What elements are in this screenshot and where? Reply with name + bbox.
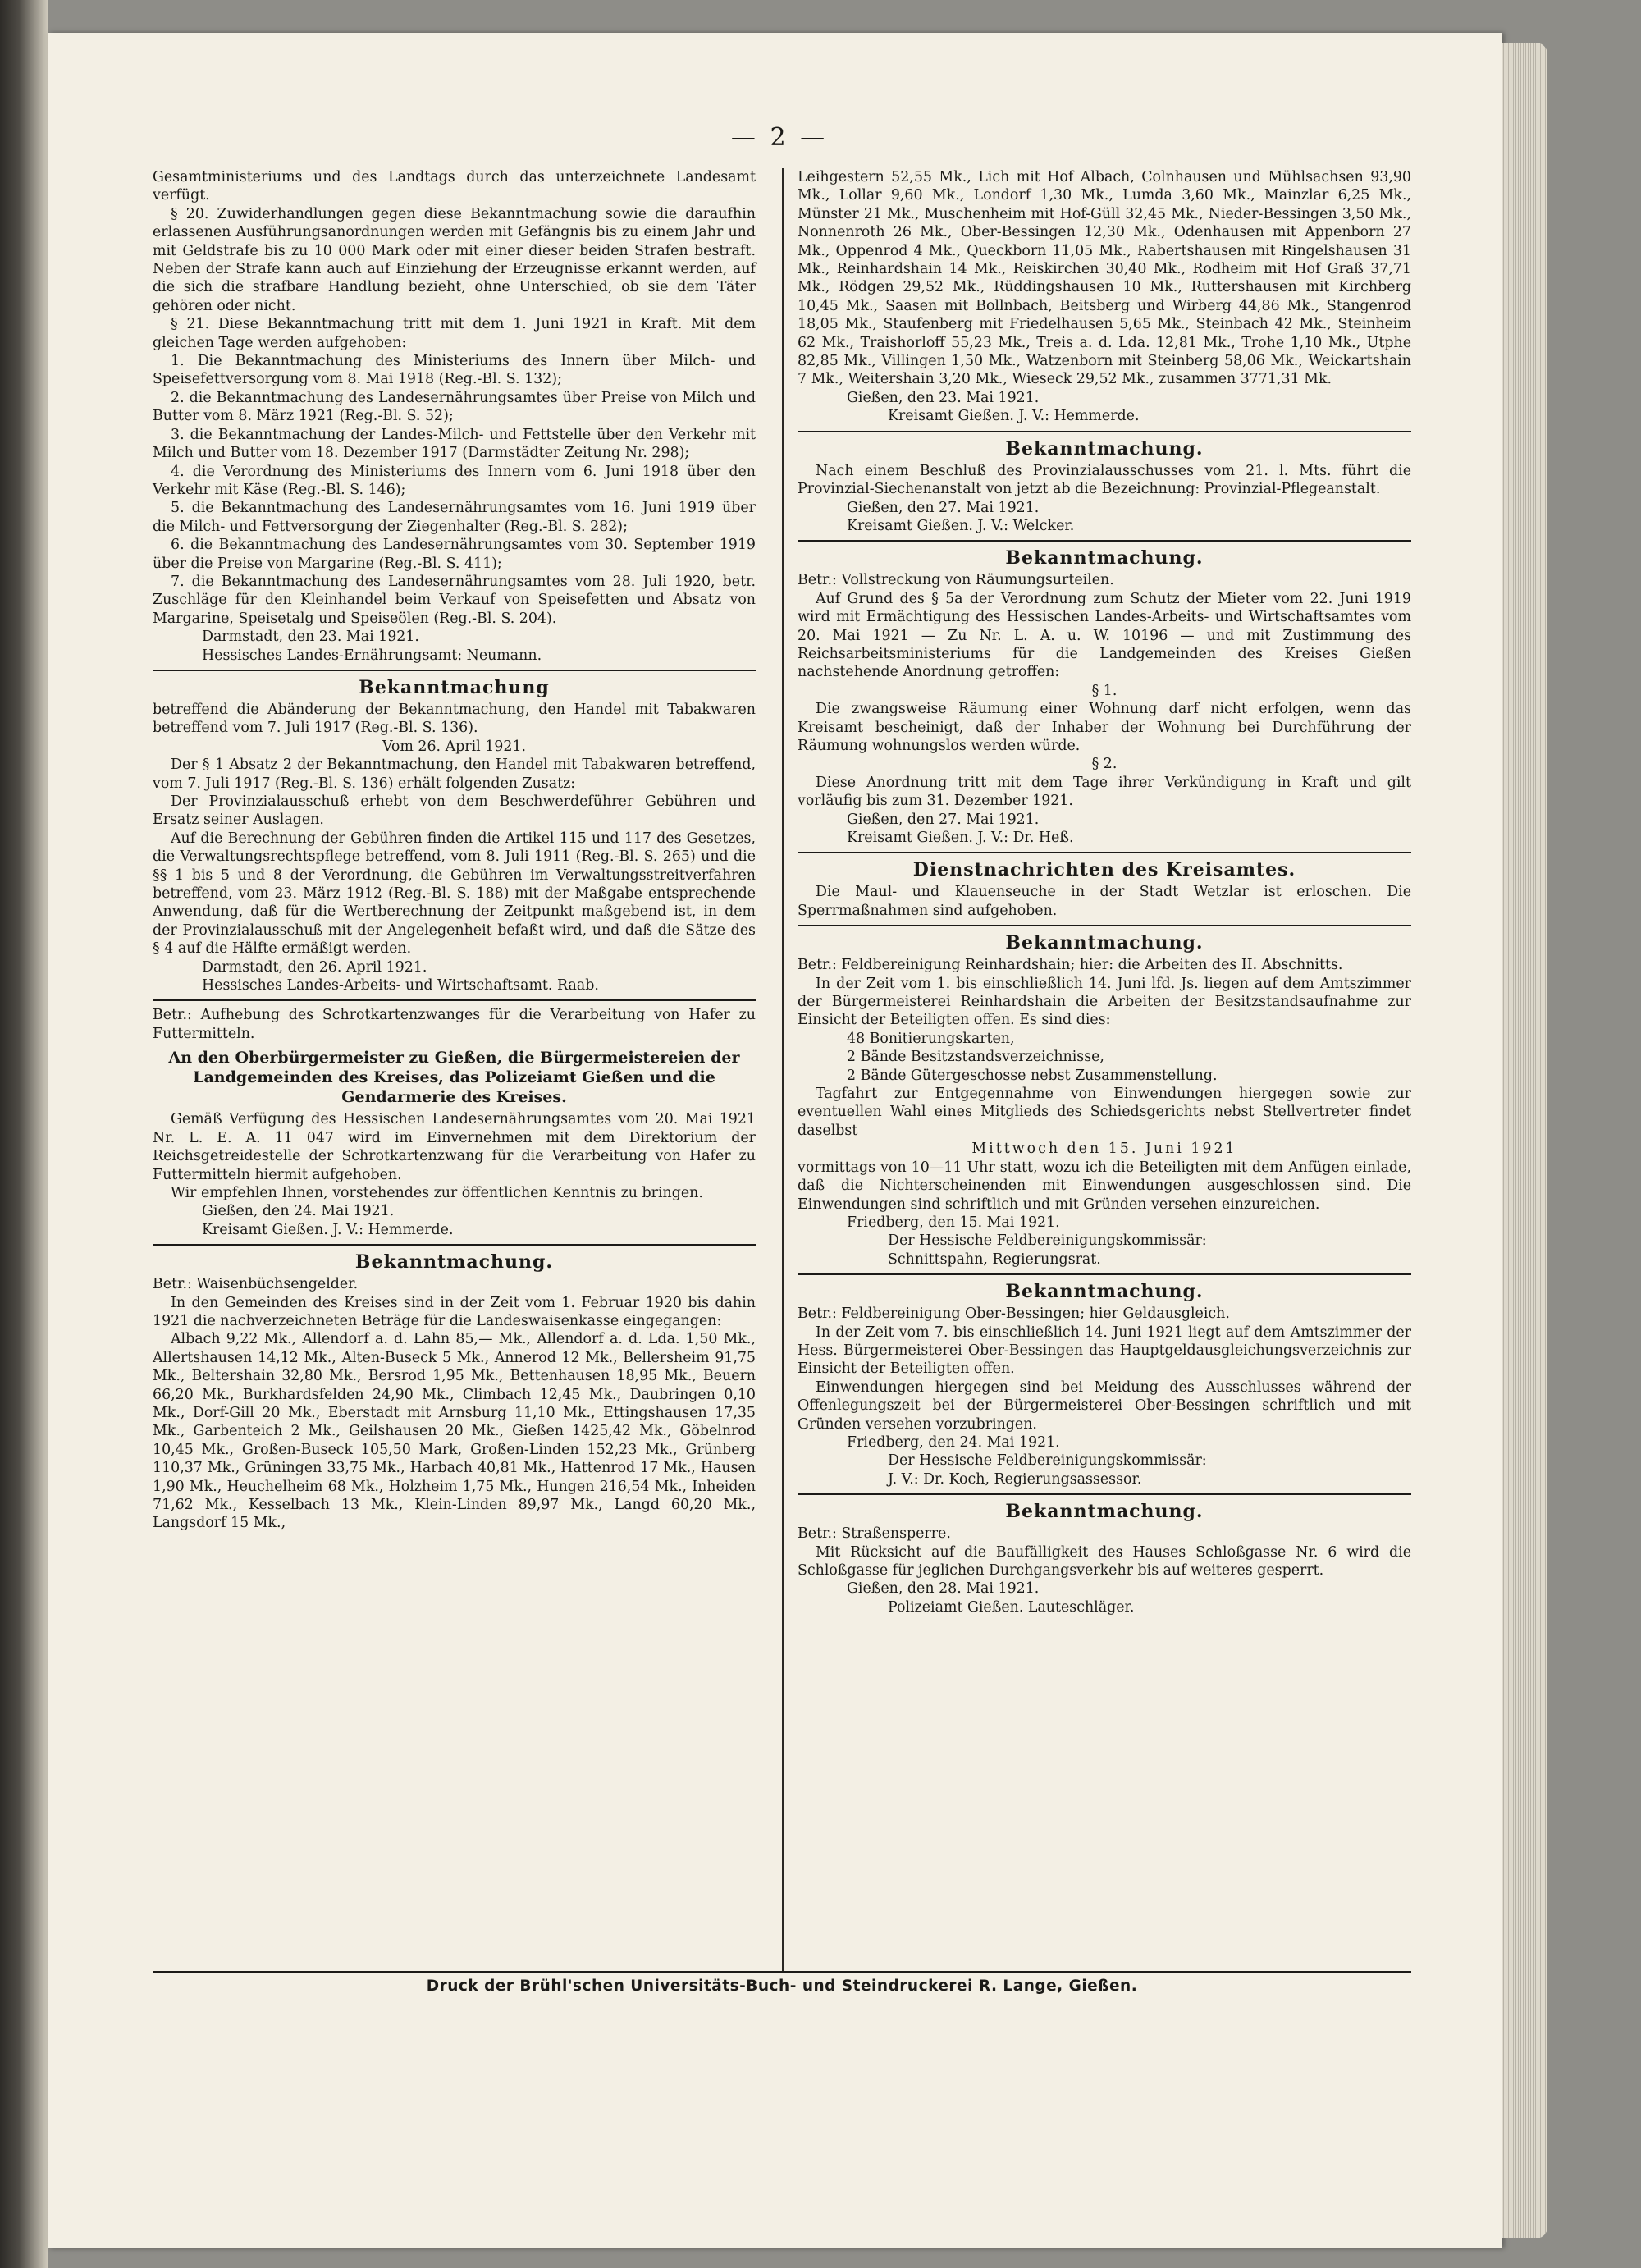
section-rule [153,670,756,671]
list-item: 3. die Bekanntmachung der Landes-Milch- und Fettstelle über den Verkehr mit Milch und Butter vom 18. Dezember 1917 (Darmstädter Zeitung Nr. 298); [153,426,756,462]
paragraph: Der § 1 Absatz 2 der Bekanntmachung, den Handel mit Tabakwaren betreffend, vom 7. Juli 1917 (Reg.-Bl. S. 136) erhält folgenden Zusatz: [153,757,756,792]
dateline: Gießen, den 24. Mai 1921. [202,1203,395,1220]
imprint-rule [153,1971,1411,1973]
section-heading: Bekanntmachung. [1005,547,1204,569]
section-heading: Bekanntmachung [359,676,550,698]
signature: Kreisamt Gießen. J. V.: Hemmerde. [888,408,1140,425]
section-rule [153,999,756,1001]
address-heading: An den Oberbürgermeister zu Gießen, die Bürgermeistereien der Landgemeinden des Kreises, das Polizeiamt Gießen und die Gendarmerie des Kreises. [168,1049,740,1107]
paragraph: Auf Grund des § 5a der Verordnung zum Schutz der Mieter vom 22. Juni 1919 wird mit Ermächtigung des Hessischen Landes-Arbeits- und Wirtschaftsamtes vom 20. Mai 1921 — Zu Nr. L. A. u. W. 10196 — und mit Zustimmung des Reichsarbeitsministeriums für die Landgemeinden des Kreises Gießen nachstehende Anordnung getroffen: [798,590,1411,681]
section-number: § 2. [1091,756,1118,773]
dateline: Vom 26. April 1921. [382,738,527,755]
paragraph: Einwendungen hiergegen sind bei Meidung des Ausschlusses während der Offenlegungszeit bei der Bürgermeisterei Ober-Bessingen schriftlich und mit Gründen versehen vorzubringen. [798,1379,1411,1433]
section-rule [153,1244,756,1246]
dateline: Gießen, den 27. Mai 1921. [847,499,1040,516]
section-heading: Bekanntmachung. [1005,932,1204,954]
list-item: 7. die Bekanntmachung des Landesernährungsamtes vom 28. Juli 1920, betr. Zuschläge für den Kleinhandel beim Verkauf von Speisefetten und Absatz von Margarine, Speisetalg und Speiseölen (Reg.-Bl. S. 204). [153,573,756,627]
book-binding [0,0,48,2268]
right-column [798,168,1411,1616]
signature: Kreisamt Gießen. J. V.: Dr. Heß. [847,830,1074,846]
list-item: 2 Bände Gütergeschosse nebst Zusammenstellung. [847,1067,1218,1084]
printer-imprint: Druck der Brühl'schen Universitäts-Buch- und Steindruckerei R. Lange, Gießen. [426,1978,1138,1995]
list-item: 6. die Bekanntmachung des Landesernährungsamtes vom 30. September 1919 über die Preise von Margarine (Reg.-Bl. S. 411); [153,537,756,572]
section-rule [798,925,1411,926]
betreff: Betr.: Waisenbüchsengelder. [153,1276,359,1293]
list-item: 48 Bonitierungskarten, [847,1030,1015,1047]
signature: Hessisches Landes-Ernährungsamt: Neumann. [202,647,542,664]
paragraph: § 21. Diese Bekanntmachung tritt mit dem 1. Juni 1921 in Kraft. Mit dem gleichen Tage werden aufgehoben: [153,316,756,351]
betreff: Betr.: Straßensperre. [798,1525,951,1543]
paragraph: Die zwangsweise Räumung einer Wohnung darf nicht erfolgen, wenn das Kreisamt bescheinigt, daß der Inhaber der Wohnung bei Durchführung der Räumung wohnungslos werden würde. [798,701,1411,754]
dateline: Gießen, den 28. Mai 1921. [847,1580,1040,1598]
page-number: — 2 — [730,123,829,152]
signature-title: Der Hessische Feldbereinigungskommissär: [888,1452,1207,1470]
subtitle: betreffend die Abänderung der Bekanntmachung, den Handel mit Tabakwaren betreffend vom 7. Juli 1917 (Reg.-Bl. S. 136). [153,701,756,737]
dateline: Friedberg, den 24. Mai 1921. [847,1434,1060,1451]
signature: Kreisamt Gießen. J. V.: Welcker. [847,517,1075,534]
section-heading: Bekanntmachung. [1005,1281,1204,1303]
paragraph: Albach 9,22 Mk., Allendorf a. d. Lahn 85,— Mk., Allendorf a. d. Lda. 1,50 Mk., Allertshausen 14,12 Mk., Alten-Buseck 5 Mk., Annerod 12 Mk., Bellersheim 91,75 Mk., Beltershain 32,80 Mk., Bersrod 1,95 Mk., Bettenhausen 18,95 Mk., Beuern 66,20 Mk., Burkhardsfelden 24,90 Mk., Climbach 12,45 Mk., Daubringen 0,10 Mk., Dorf-Gill 20 Mk., Eberstadt mit Arnsburg 11,10 Mk., Ettingshausen 17,35 Mk., Garbenteich 2 Mk., Geilshausen 20 Mk., Gießen 1425,42 Mk., Göbelnrod 10,45 Mk., Großen-Buseck 105,50 Mark, Großen-Linden 152,23 Mk., Grünberg 110,37 Mk., Grüningen 33,75 Mk., Harbach 40,81 Mk., Hattenrod 17 Mk., Hausen 1,90 Mk., Heuchelheim 68 Mk., Holzheim 1,75 Mk., Hungen 216,54 Mk., Inheiden 71,62 Mk., Kesselbach 13 Mk., Klein-Linden 89,97 Mk., Langd 60,20 Mk., Langsdorf 15 Mk., [153,1331,756,1532]
signature: Kreisamt Gießen. J. V.: Hemmerde. [202,1221,454,1238]
left-column [153,168,756,1533]
betreff: Betr.: Vollstreckung von Räumungsurteilen. [798,572,1114,589]
signature: Polizeiamt Gießen. Lauteschläger. [888,1598,1135,1616]
list-item: 5. die Bekanntmachung des Landesernährungsamtes vom 16. Juni 1919 über die Milch- und Fettversorgung der Ziegenhalter (Reg.-Bl. S. 282); [153,500,756,535]
betreff: Betr.: Feldbereinigung Reinhardshain; hier: die Arbeiten des II. Abschnitts. [798,957,1343,974]
dateline: Gießen, den 23. Mai 1921. [847,389,1040,406]
list-item: 1. Die Bekanntmachung des Ministeriums des Innern über Milch- und Speisefettversorgung vom 8. Mai 1918 (Reg.-Bl. S. 132); [153,353,756,388]
signature: J. V.: Dr. Koch, Regierungsassessor. [888,1470,1142,1488]
dateline: Gießen, den 27. Mai 1921. [847,811,1040,828]
column-divider [782,168,784,1971]
section-heading: Bekanntmachung. [1005,1501,1204,1523]
paragraph: Tagfahrt zur Entgegennahme von Einwendungen hiergegen sowie zur eventuellen Wahl eines Mitglieds des Schiedsgerichts nebst Stellvertreter findet daselbst [798,1086,1411,1139]
paragraph: In der Zeit vom 1. bis einschließlich 14. Juni lfd. Js. liegen auf dem Amtszimmer der Bürgermeisterei Reinhardshain die Arbeiten der Besitzstandsaufnahme zur Einsicht der Beteiligten offen. Es sind dies: [798,975,1411,1029]
paragraph: In den Gemeinden des Kreises sind in der Zeit vom 1. Februar 1920 bis dahin 1921 die nachverzeichneten Beträge für die Landeswaisenkasse eingegangen: [153,1294,756,1329]
betreff: Betr.: Aufhebung des Schrotkartenzwanges für die Verarbeitung von Hafer zu Futtermitteln. [153,1007,756,1042]
appointment-date: Mittwoch den 15. Juni 1921 [971,1141,1237,1158]
signature-title: Der Hessische Feldbereinigungskommissär: [888,1232,1207,1250]
signature: Hessisches Landes-Arbeits- und Wirtschaftsamt. Raab. [202,977,599,995]
paragraph: Wir empfehlen Ihnen, vorstehendes zur öffentlichen Kenntnis zu bringen. [171,1184,703,1201]
list-item: 2 Bände Besitzstandsverzeichnisse, [847,1049,1104,1066]
list-item: 4. die Verordnung des Ministeriums des Innern vom 6. Juni 1918 über den Verkehr mit Käse (Reg.-Bl. S. 146); [153,463,756,498]
paragraph: Diese Anordnung tritt mit dem Tage ihrer Verkündigung in Kraft und gilt vorläufig bis zum 31. Dezember 1921. [798,774,1411,810]
signature: Schnittspahn, Regierungsrat. [888,1251,1101,1268]
paragraph: § 20. Zuwiderhandlungen gegen diese Bekanntmachung sowie die daraufhin erlassenen Ausführungsanordnungen werden mit Gefängnis bis zu einem Jahr und mit Geldstrafe bis zu 10 000 Mark oder mit einer dieser beiden Strafen bestraft. Neben der Strafe kann auch auf Einziehung der Erzeugnisse erkannt werden, auf die sich die strafbare Handlung bezieht, ohne Unterschied, ob sie dem Täter gehören oder nicht. [153,205,756,314]
section-rule [798,1493,1411,1495]
section-number: § 1. [1091,682,1118,699]
paragraph: Gemäß Verfügung des Hessischen Landesernährungsamtes vom 20. Mai 1921 Nr. L. E. A. 11 047 wird im Einvernehmen mit dem Direktorium der Reichsgetreidestelle der Schrotkartenzwang für die Verarbeitung von Hafer zu Futtermitteln hiermit aufgehoben. [153,1111,756,1183]
section-heading: Bekanntmachung. [1005,437,1204,460]
dateline: Darmstadt, den 26. April 1921. [202,958,427,976]
paragraph: Leihgestern 52,55 Mk., Lich mit Hof Albach, Colnhausen und Mühlsachsen 93,90 Mk., Lollar 9,60 Mk., Londorf 1,30 Mk., Lumda 3,60 Mk., Mainzlar 6,25 Mk., Münster 21 Mk., Muschenheim mit Hof-Güll 32,45 Mk., Nieder-Bessingen 3,50 Mk., Nonnenroth 26 Mk., Ober-Bessingen 12,30 Mk., Odenhausen mit Appenborn 27 Mk., Oppenrod 4 Mk., Queckborn 11,05 Mk., Rabertshausen mit Ringelshausen 31 Mk., Reinhardshain 14 Mk., Reiskirchen 30,40 Mk., Rodheim mit Hof Graß 37,71 Mk., Rödgen 29,52 Mk., Rüddingshausen 10 Mk., Ruttershausen mit Kirchberg 10,45 Mk., Saasen mit Bollnbach, Beitsberg und Wirberg 44,86 Mk., Stangenrod 18,05 Mk., Staufenberg mit Friedelhausen 5,65 Mk., Steinbach 42 Mk., Steinheim 62 Mk., Traishorloff 55,23 Mk., Treis a. d. Lda. 12,81 Mk., Trohe 1,10 Mk., Utphe 82,85 Mk., Villingen 1,50 Mk., Watzenborn mit Steinberg 58,06 Mk., Weickartshain 7 Mk., Weitershain 3,20 Mk., Wieseck 29,52 Mk., zusammen 3771,31 Mk. [798,169,1411,388]
paragraph: Auf die Berechnung der Gebühren finden die Artikel 115 und 117 des Gesetzes, die Verwaltungsrechtspflege betreffend, vom 8. Juli 1911 (Reg.-Bl. S. 265) und die §§ 1 bis 5 und 8 der Verordnung, die Gebühren im Verwaltungsstreitverfahren betreffend, vom 23. März 1912 (Reg.-Bl. S. 188) mit der Maßgabe entsprechende Anwendung, daß für die Wertberechnung der Zeitpunkt maßgebend ist, in dem der Provinzialausschuß mit der Angelegenheit befaßt wird, und daß die Sätze des § 4 auf die Hälfte ermäßigt werden. [153,830,756,958]
list-item: 2. die Bekanntmachung des Landesernährungsamtes über Preise von Milch und Butter vom 8. März 1921 (Reg.-Bl. S. 52); [153,389,756,425]
paragraph: Der Provinzialausschuß erhebt von dem Beschwerdeführer Gebühren und Ersatz seiner Auslagen. [153,793,756,829]
paragraph: Gesamtministeriums und des Landtags durch das unterzeichnete Landesamt verfügt. [153,169,756,204]
section-rule [798,431,1411,432]
betreff: Betr.: Feldbereinigung Ober-Bessingen; hier Geldausgleich. [798,1305,1230,1323]
paragraph: vormittags von 10—11 Uhr statt, wozu ich die Beteiligten mit dem Anfügen einlade, daß die Nichterscheinenden mit Einwendungen ausgeschlossen sind. Die Einwendungen sind schriftlich und mit Gründen versehen einzureichen. [798,1159,1411,1213]
section-rule [798,1273,1411,1275]
section-heading: Bekanntmachung. [354,1251,554,1273]
dateline: Darmstadt, den 23. Mai 1921. [202,629,419,646]
section-heading: Dienstnachrichten des Kreisamtes. [912,859,1296,881]
paragraph: Die Maul- und Klauenseuche in der Stadt Wetzlar ist erloschen. Die Sperrmaßnahmen sind aufgehoben. [798,884,1411,919]
section-rule [798,852,1411,853]
paragraph: Nach einem Beschluß des Provinzialausschusses vom 21. l. Mts. führt die Provinzial-Siechenanstalt von jetzt ab die Bezeichnung: Provinzial-Pflegeanstalt. [798,462,1411,498]
paragraph: Mit Rücksicht auf die Baufälligkeit des Hauses Schloßgasse Nr. 6 wird die Schloßgasse für jeglichen Durchgangsverkehr bis auf weiteres gesperrt. [798,1543,1411,1579]
page-edges [1502,43,1547,2238]
paragraph: In der Zeit vom 7. bis einschließlich 14. Juni 1921 liegt auf dem Amtszimmer der Hess. Bürgermeisterei Ober-Bessingen das Hauptgeldausgleichungsverzeichnis zur Einsicht der Beteiligten offen. [798,1324,1411,1378]
dateline: Friedberg, den 15. Mai 1921. [847,1214,1060,1231]
section-rule [798,540,1411,542]
